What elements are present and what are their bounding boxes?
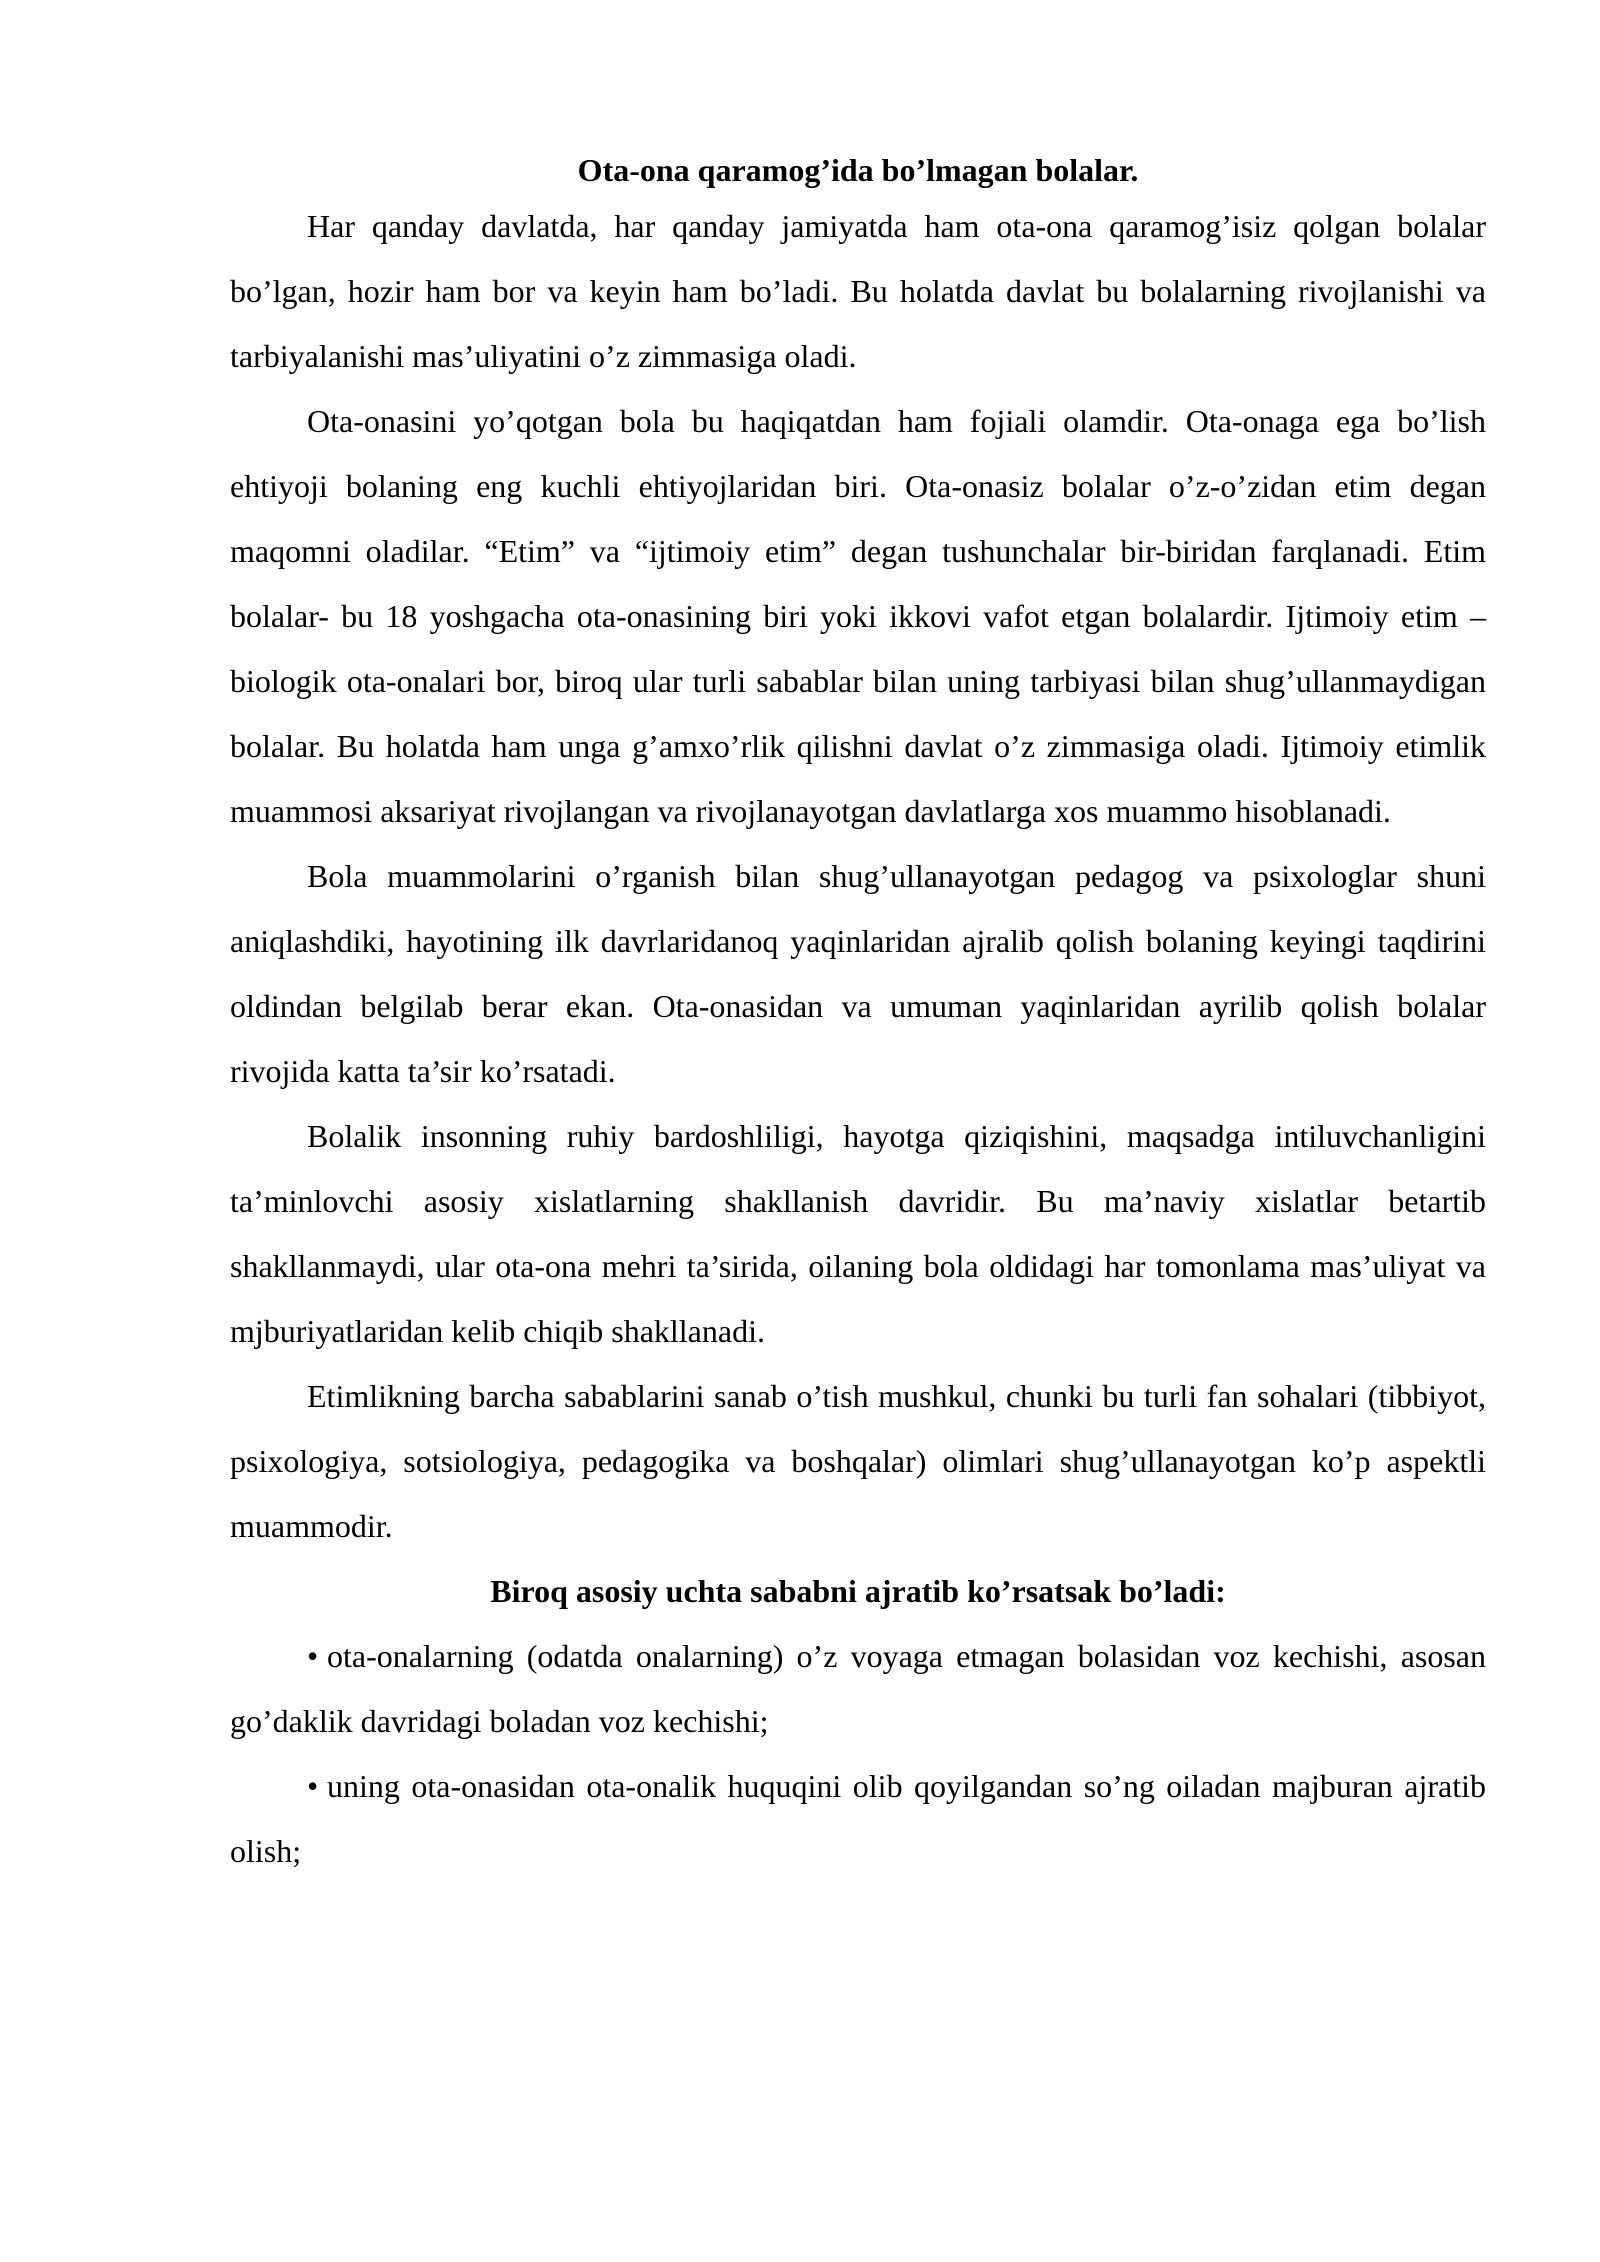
- bullet-icon: •: [307, 1638, 319, 1674]
- paragraph-1: Har qanday davlatda, har qanday jamiyatda ham ota-ona qaramog’isiz qolgan bolalar bo’lgan, hozir ham bor va keyin ham bo’ladi. Bu holatda davlat bu bolalarning rivojlanishi va tarbiyalanishi mas’uliyatini o’z zimmasiga oladi.: [230, 208, 1486, 374]
- document-page: [230, 148, 1486, 1884]
- bullet-item-1: [230, 1624, 1486, 1754]
- bullet-text: uning ota-onasidan ota-onalik huquqini olib qoyilgandan so’ng oiladan majburan ajratib olish;: [230, 1768, 1486, 1869]
- section-subheading: Biroq asosiy uchta sababni ajratib ko’rsatsak bo’ladi:: [490, 1573, 1226, 1609]
- paragraph-3: Bola muammolarini o’rganish bilan shug’ullanayotgan pedagog va psixologlar shuni aniqlashdiki, hayotining ilk davrlaridanoq yaqinlaridan ajralib qolish bolaning keyingi taqdirini oldindan belgilab berar ekan. Ota-onasidan va umuman yaqinlaridan ayrilib qolish bolalar rivojida katta ta’sir ko’rsatadi.: [230, 858, 1486, 1089]
- bullet-text: ota-onalarning (odatda onalarning) o’z voyaga etmagan bolasidan voz kechishi, asosan go’daklik davridagi boladan voz kechishi;: [230, 1638, 1486, 1739]
- document-title: Ota-ona qaramog’ida bo’lmagan bolalar.: [577, 152, 1139, 188]
- paragraph-2: Ota-onasini yo’qotgan bola bu haqiqatdan ham fojiali olamdir. Ota-onaga ega bo’lish ehtiyoji bolaning eng kuchli ehtiyojlaridan biri. Ota-onasiz bolalar o’z-o’zidan etim degan maqomni oladilar. “Etim” va “ijtimoiy etim” degan tushunchalar bir-biridan farqlanadi. Etim bolalar- bu 18 yoshgacha ota-onasining biri yoki ikkovi vafot etgan bolalardir. Ijtimoiy etim – biologik ota-onalari bor, biroq ular turli sabablar bilan uning tarbiyasi bilan shug’ullanmaydigan bolalar. Bu holatda ham unga g’amxo’rlik qilishni davlat o’z zimmasiga oladi. Ijtimoiy etimlik muammosi aksariyat rivojlangan va rivojlanayotgan davlatlarga xos muammo hisoblanadi.: [230, 403, 1486, 829]
- bullet-icon: •: [307, 1768, 319, 1804]
- paragraph-5: Etimlikning barcha sabablarini sanab o’tish mushkul, chunki bu turli fan sohalari (tibbiyot, psixologiya, sotsiologiya, pedagogika va boshqalar) olimlari shug’ullanayotgan ko’p aspektli muammodir.: [230, 1378, 1486, 1544]
- paragraph-4: Bolalik insonning ruhiy bardoshliligi, hayotga qiziqishini, maqsadga intiluvchanligini ta’minlovchi asosiy xislatlarning shakllanish davridir. Bu ma’naviy xislatlar betartib shakllanmaydi, ular ota-ona mehri ta’sirida, oilaning bola oldidagi har tomonlama mas’uliyat va mjburiyatlaridan kelib chiqib shakllanadi.: [230, 1118, 1486, 1349]
- bullet-item-2: [230, 1754, 1486, 1884]
